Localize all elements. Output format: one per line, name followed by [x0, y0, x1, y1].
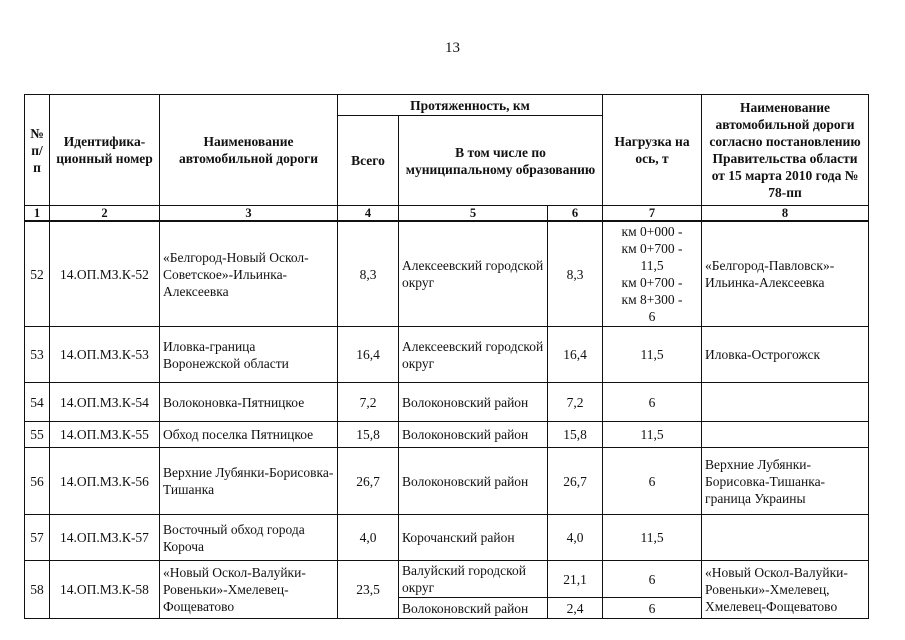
row-road-name: «Новый Оскол-Валуйки-Ровеньки»-Хмелевец-Фощеватово — [160, 561, 338, 619]
page-number: 13 — [445, 40, 460, 56]
row-length: 16,4 — [548, 327, 603, 383]
row-length: 26,7 — [548, 448, 603, 515]
table-row — [25, 561, 869, 598]
row-length: 2,4 — [548, 598, 603, 619]
table-row — [25, 448, 869, 515]
column-index: 5 — [399, 206, 548, 222]
row-municipality: Волоконовский район — [399, 383, 548, 422]
row-length: 8,3 — [548, 221, 603, 327]
row-old-name — [702, 515, 869, 561]
row-num: 53 — [25, 327, 50, 383]
row-length: 21,1 — [548, 561, 603, 598]
row-load: 11,5 — [603, 515, 702, 561]
row-road-name: Иловка-граница Воронежской области — [160, 327, 338, 383]
column-index: 6 — [548, 206, 603, 222]
row-id: 14.ОП.МЗ.К-58 — [50, 561, 160, 619]
row-municipality: Волоконовский район — [399, 448, 548, 515]
row-municipality: Алексеевский городской округ — [399, 221, 548, 327]
row-length: 4,0 — [548, 515, 603, 561]
column-index: 7 — [603, 206, 702, 222]
row-old-name: «Белгород-Павловск»-Ильинка-Алексеевка — [702, 221, 869, 327]
row-load: 6 — [603, 448, 702, 515]
row-num: 55 — [25, 422, 50, 448]
row-num: 58 — [25, 561, 50, 619]
row-total: 7,2 — [338, 383, 399, 422]
header-id: Идентифика- ционный номер — [50, 95, 160, 206]
row-municipality: Корочанский район — [399, 515, 548, 561]
column-index: 1 — [25, 206, 50, 222]
row-municipality: Алексеевский городской округ — [399, 327, 548, 383]
row-road-name: Обход поселка Пятницкое — [160, 422, 338, 448]
row-id: 14.ОП.МЗ.К-54 — [50, 383, 160, 422]
column-index: 8 — [702, 206, 869, 222]
header-length-group: Протяженность, км — [338, 95, 603, 116]
table-row — [25, 422, 869, 448]
row-total: 16,4 — [338, 327, 399, 383]
column-index: 2 — [50, 206, 160, 222]
header-row-1 — [25, 95, 869, 116]
row-old-name: Верхние Лубянки-Борисовка-Тишанка-граница Украины — [702, 448, 869, 515]
header-municipal: В том числе по муниципальному образованию — [399, 116, 603, 206]
row-municipality: Волоконовский район — [399, 422, 548, 448]
row-load: 6 — [603, 598, 702, 619]
row-load: км 0+000 - км 0+700 - 11,5 км 0+700 - км 8+300 - 6 — [603, 221, 702, 327]
roads-table — [24, 94, 869, 619]
header-road-name: Наименование автомобильной дороги — [160, 95, 338, 206]
row-road-name: «Белгород-Новый Оскол-Советское»-Ильинка-Алексеевка — [160, 221, 338, 327]
table-row — [25, 515, 869, 561]
row-old-name — [702, 383, 869, 422]
row-num: 54 — [25, 383, 50, 422]
row-road-name: Восточный обход города Короча — [160, 515, 338, 561]
table-row — [25, 327, 869, 383]
row-id: 14.ОП.МЗ.К-55 — [50, 422, 160, 448]
table-row — [25, 383, 869, 422]
row-num: 57 — [25, 515, 50, 561]
row-total: 23,5 — [338, 561, 399, 619]
row-length: 7,2 — [548, 383, 603, 422]
row-road-name: Верхние Лубянки-Борисовка-Тишанка — [160, 448, 338, 515]
row-old-name: «Новый Оскол-Валуйки-Ровеньки»-Хмелевец, Хмелевец-Фощеватово — [702, 561, 869, 619]
row-num: 56 — [25, 448, 50, 515]
column-index: 4 — [338, 206, 399, 222]
row-load: 11,5 — [603, 422, 702, 448]
row-municipality: Волоконовский район — [399, 598, 548, 619]
row-load: 11,5 — [603, 327, 702, 383]
header-axle-load: Нагрузка на ось, т — [603, 95, 702, 206]
row-load: 6 — [603, 383, 702, 422]
row-road-name: Волоконовка-Пятницкое — [160, 383, 338, 422]
row-municipality: Валуйский городской округ — [399, 561, 548, 598]
row-num: 52 — [25, 221, 50, 327]
header-num: № п/п — [25, 95, 50, 206]
header-old-name: Наименование автомобильной дороги согласно постановлению Правительства области от 15 марта 2010 года № 78-пп — [702, 95, 869, 206]
row-length: 15,8 — [548, 422, 603, 448]
row-old-name — [702, 422, 869, 448]
column-index: 3 — [160, 206, 338, 222]
row-load: 6 — [603, 561, 702, 598]
row-total: 15,8 — [338, 422, 399, 448]
row-id: 14.ОП.МЗ.К-52 — [50, 221, 160, 327]
row-id: 14.ОП.МЗ.К-57 — [50, 515, 160, 561]
row-id: 14.ОП.МЗ.К-53 — [50, 327, 160, 383]
table-row — [25, 221, 869, 327]
row-id: 14.ОП.МЗ.К-56 — [50, 448, 160, 515]
header-total: Всего — [338, 116, 399, 206]
row-total: 8,3 — [338, 221, 399, 327]
row-total: 26,7 — [338, 448, 399, 515]
column-index-row — [25, 206, 869, 222]
row-total: 4,0 — [338, 515, 399, 561]
row-old-name: Иловка-Острогожск — [702, 327, 869, 383]
